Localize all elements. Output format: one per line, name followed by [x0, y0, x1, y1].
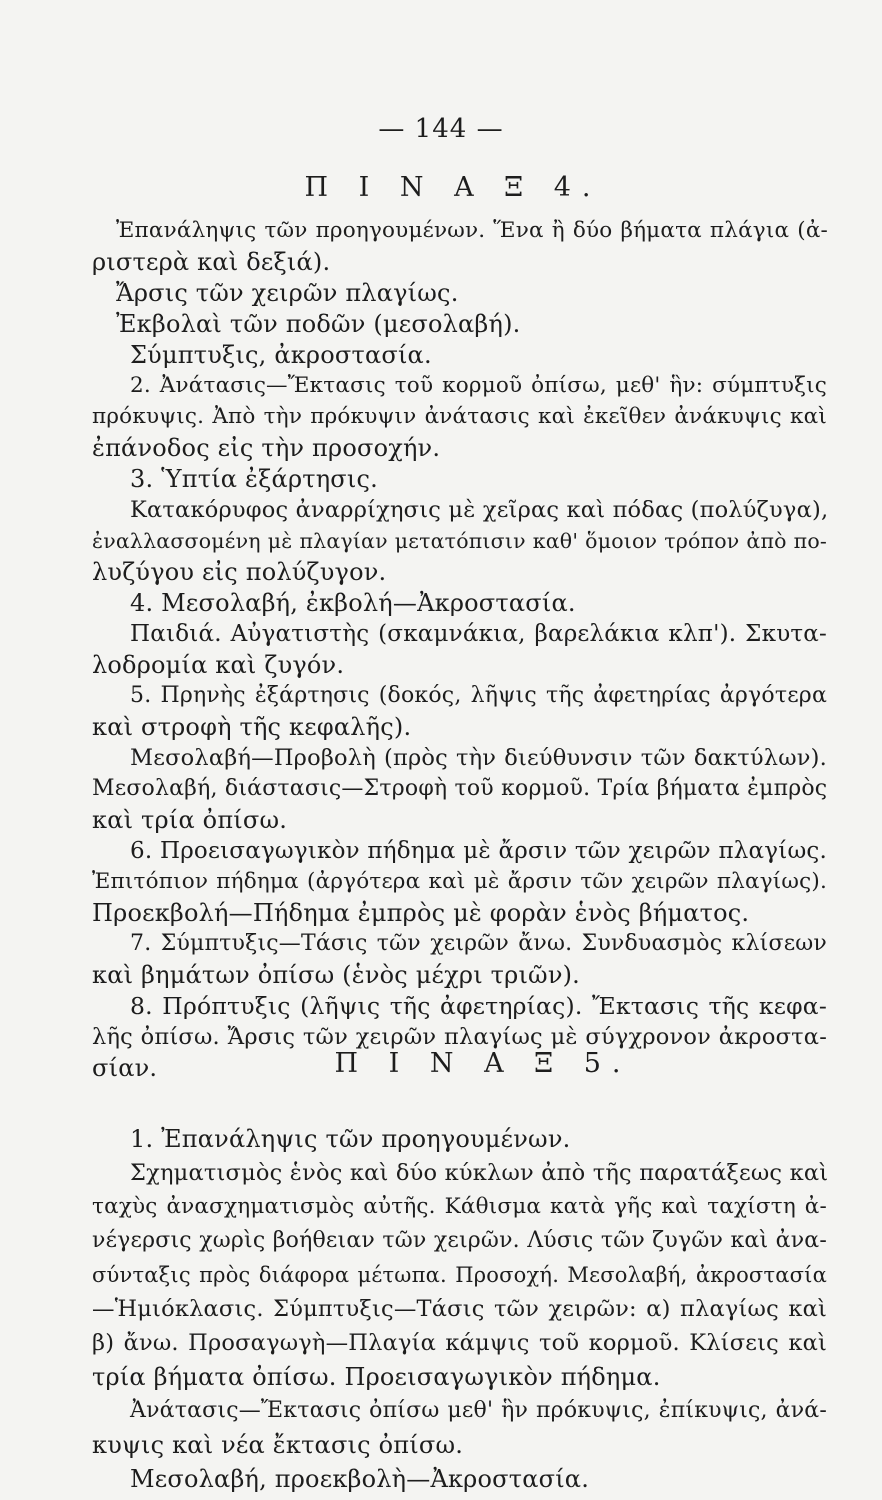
text-line: πρόκυψις. Ἀπὸ τὴν πρόκυψιν ἀνάτασις καὶ ἐκεῖθεν ἀνάκυψις καὶ	[92, 404, 827, 429]
text-line: ταχὺς ἀνασχηματισμὸς αὐτῆς. Κάθισμα κατὰ γῆς καὶ ταχίστη ἀ-	[92, 1194, 827, 1219]
text-line: Ἀνάτασις—Ἔκτασις ὀπίσω μεθ' ἣν πρόκυψις, ἐπίκυψις, ἀνά-	[130, 1398, 827, 1423]
text-line: καὶ στροφὴ τῆς κεφαλῆς).	[92, 713, 412, 741]
text-line: 3. Ὑπτία ἐξάρτησις.	[130, 465, 378, 493]
text-line: Σχηματισμὸς ἑνὸς καὶ δύο κύκλων ἀπὸ τῆς παρατάξεως καὶ	[130, 1160, 829, 1186]
text-line: ἐναλλασσομένη μὲ πλαγίαν μετατόπισιν καθ' ὅμοιον τρόπον ἀπὸ πο-	[92, 529, 827, 553]
text-line: κυψις καὶ νέα ἔκτασις ὀπίσω.	[92, 1431, 464, 1459]
text-line: καὶ βημάτων ὀπίσω (ἑνὸς μέχρι τριῶν).	[92, 961, 581, 989]
text-line: νέγερσις χωρὶς βοήθειαν τῶν χειρῶν. Λύσις τῶν ζυγῶν καὶ ἀνα-	[92, 1228, 827, 1253]
text-line: β) ἄνω. Προσαγωγὴ—Πλαγία κάμψις τοῦ κορμοῦ. Κλίσεις καὶ	[92, 1330, 827, 1356]
text-line: 8. Πρόπτυξις (λῆψις τῆς ἀφετηρίας). Ἔκτασις τῆς κεφα-	[130, 992, 827, 1020]
text-line: λοδρομία καὶ ζυγόν.	[92, 651, 345, 679]
text-line: Παιδιά. Αὐγατιστὴς (σκαμνάκια, βαρελάκια κλπ'). Σκυτα-	[130, 621, 827, 647]
text-line: Μεσολαβή, προεκβολὴ—Ἀκροστασία.	[130, 1465, 590, 1493]
text-line: Ἄρσις τῶν χειρῶν πλαγίως.	[116, 279, 459, 307]
text-line: σύνταξις πρὸς διάφορα μέτωπα. Προσοχή. Μεσολαβή, ἀκροστασία	[92, 1263, 827, 1287]
text-line: 1. Ἐπανάληψις τῶν προηγουμένων.	[130, 1125, 571, 1153]
text-line: ἐπάνοδος εἰς τὴν προσοχήν.	[92, 434, 441, 462]
text-line: 2. Ἀνάτασις—Ἔκτασις τοῦ κορμοῦ ὀπίσω, μεθ' ἣν: σύμπτυξις	[130, 373, 827, 398]
text-line: λυζύγου εἰς πολύζυγον.	[92, 558, 387, 586]
text-line: Προεκβολή—Πήδημα ἐμπρὸς μὲ φορὰν ἑνὸς βήματος.	[92, 899, 750, 927]
text-line: 7. Σύμπτυξις—Τάσις τῶν χειρῶν ἄνω. Συνδυασμὸς κλίσεων	[130, 931, 827, 956]
text-line: Μεσολαβή—Προβολὴ (πρὸς τὴν διεύθυνσιν τῶν δακτύλων).	[130, 745, 827, 771]
text-line: Ἐπιτόπιον πήδημα (ἀργότερα καὶ μὲ ἄρσιν τῶν χειρῶν πλαγίως).	[92, 869, 827, 894]
text-line: ριστερὰ καὶ δεξιά).	[92, 248, 331, 276]
text-line: Μεσολαβή, διάστασις—Στροφὴ τοῦ κορμοῦ. Τρία βήματα ἐμπρὸς	[92, 776, 828, 801]
text-line: Κατακόρυφος ἀναρρίχησις μὲ χεῖρας καὶ πόδας (πολύζυγα),	[130, 497, 829, 523]
text-line: 5. Πρηνὴς ἐξάρτησις (δοκός, λῆψις τῆς ἀφετηρίας ἀργότερα	[130, 683, 827, 708]
table-5-heading: Π Ι Ν Α Ξ 5.	[334, 1048, 632, 1079]
text-line: καὶ τρία ὀπίσω.	[92, 806, 288, 834]
text-line: —Ἡμιόκλασις. Σύμπτυξις—Τάσις τῶν χειρῶν: α) πλαγίως καὶ	[92, 1296, 827, 1322]
text-line: Σύμπτυξις, ἀκροστασία.	[130, 341, 432, 369]
text-line: Ἐπανάληψις τῶν προηγουμένων. Ἕνα ἢ δύο βήματα πλάγια (ἀ-	[116, 218, 828, 243]
text-line: 6. Προεισαγωγικὸν πήδημα μὲ ἄρσιν τῶν χειρῶν πλαγίως.	[130, 838, 827, 864]
text-line: Ἐκβολαὶ τῶν ποδῶν (μεσολαβή).	[116, 310, 521, 338]
table-4-heading: Π Ι Ν Α Ξ 4.	[304, 172, 602, 203]
text-line: σίαν.	[92, 1054, 158, 1082]
page-number: — 144 —	[378, 114, 504, 144]
text-line: τρία βήματα ὀπίσω. Προεισαγωγικὸν πήδημα.	[92, 1363, 661, 1391]
text-line: 4. Μεσολαβή, ἐκβολή—Ἀκροστασία.	[130, 589, 576, 617]
text-line: λῆς ὀπίσω. Ἄρσις τῶν χειρῶν πλαγίως μὲ σύγχρονον ἀκροστα-	[92, 1024, 827, 1050]
